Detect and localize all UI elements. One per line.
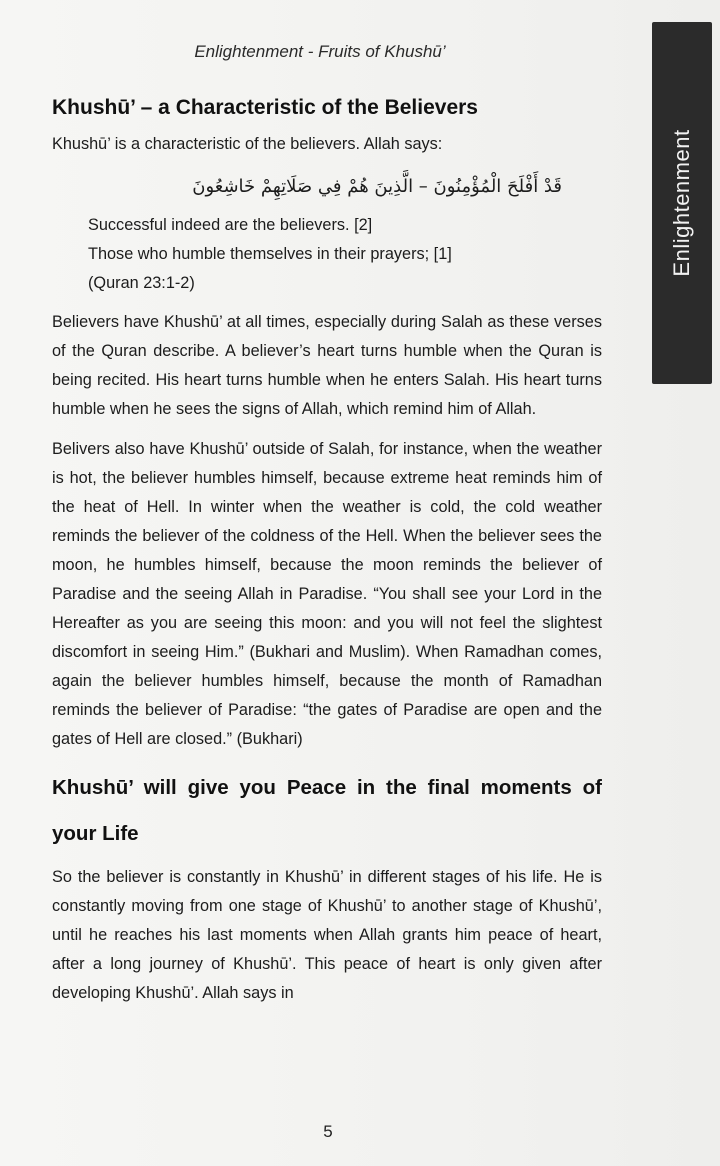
body-paragraph: So the believer is constantly in Khushū’ in different stages of his life. He is constantly moving from one stage of Khushū’ to another stage of Khushū’, until he reaches his last moments when Allah grants him peace of heart, after a long journey of Khushū’. This peace of heart is only given after developing Khushū’. Allah says in	[52, 868, 602, 1002]
body-paragraph: Belivers also have Khushū’ outside of Salah, for instance, when the weather is hot, the believer humbles himself, because extreme heat reminds him of the heat of Hell. In winter when the weather is cold, the cold weather reminds the believer of the coldness of the Hell. When the believer sees the moon, he humbles himself, because the moon reminds the believer of Paradise and the seeing Allah in Paradise. “You shall see your Lord in the Hereafter as you are seeing this moon: and you will not feel the slightest discomfort in seeing Him.” (Bukhari and Muslim). When Ramadhan comes, again the believer humbles himself, because the month of Ramadhan reminds the believer of Paradise: “the gates of Paradise are open and the gates of Hell are closed.” (Bukhari)	[52, 440, 602, 748]
body-paragraph: Believers have Khushū’ at all times, especially during Salah as these verses of the Quran describe. A believer’s heart turns humble when the Quran is being recited. His heart turns humble when he enters Salah. His heart turns humble when he sees the signs of Allah, which remind him of Allah.	[52, 313, 602, 418]
section-heading-characteristic: Khushū’ – a Characteristic of the Believers	[52, 96, 478, 119]
translation-line: Successful indeed are the believers. [2]	[88, 216, 373, 234]
chapter-side-tab-label: Enlightenment	[669, 129, 694, 277]
verse-reference: (Quran 23:1-2)	[88, 274, 195, 292]
intro-paragraph: Khushū’ is a characteristic of the believers. Allah says:	[52, 135, 443, 153]
arabic-verse: قَدْ أَفْلَحَ الْمُؤْمِنُونَ – الَّذِينَ هُمْ فِي صَلَاتِهِمْ خَاشِعُونَ	[192, 176, 562, 197]
section-heading-peace: Khushū’ will give you Peace in the final moments of your Life	[52, 776, 602, 845]
chapter-side-tab	[652, 22, 712, 384]
page-content	[52, 88, 602, 1019]
page-number: 5	[323, 1122, 333, 1141]
running-header: Enlightenment - Fruits of Khushū’	[194, 42, 446, 61]
verse-translation	[52, 211, 602, 298]
translation-line: Those who humble themselves in their prayers; [1]	[88, 245, 452, 263]
